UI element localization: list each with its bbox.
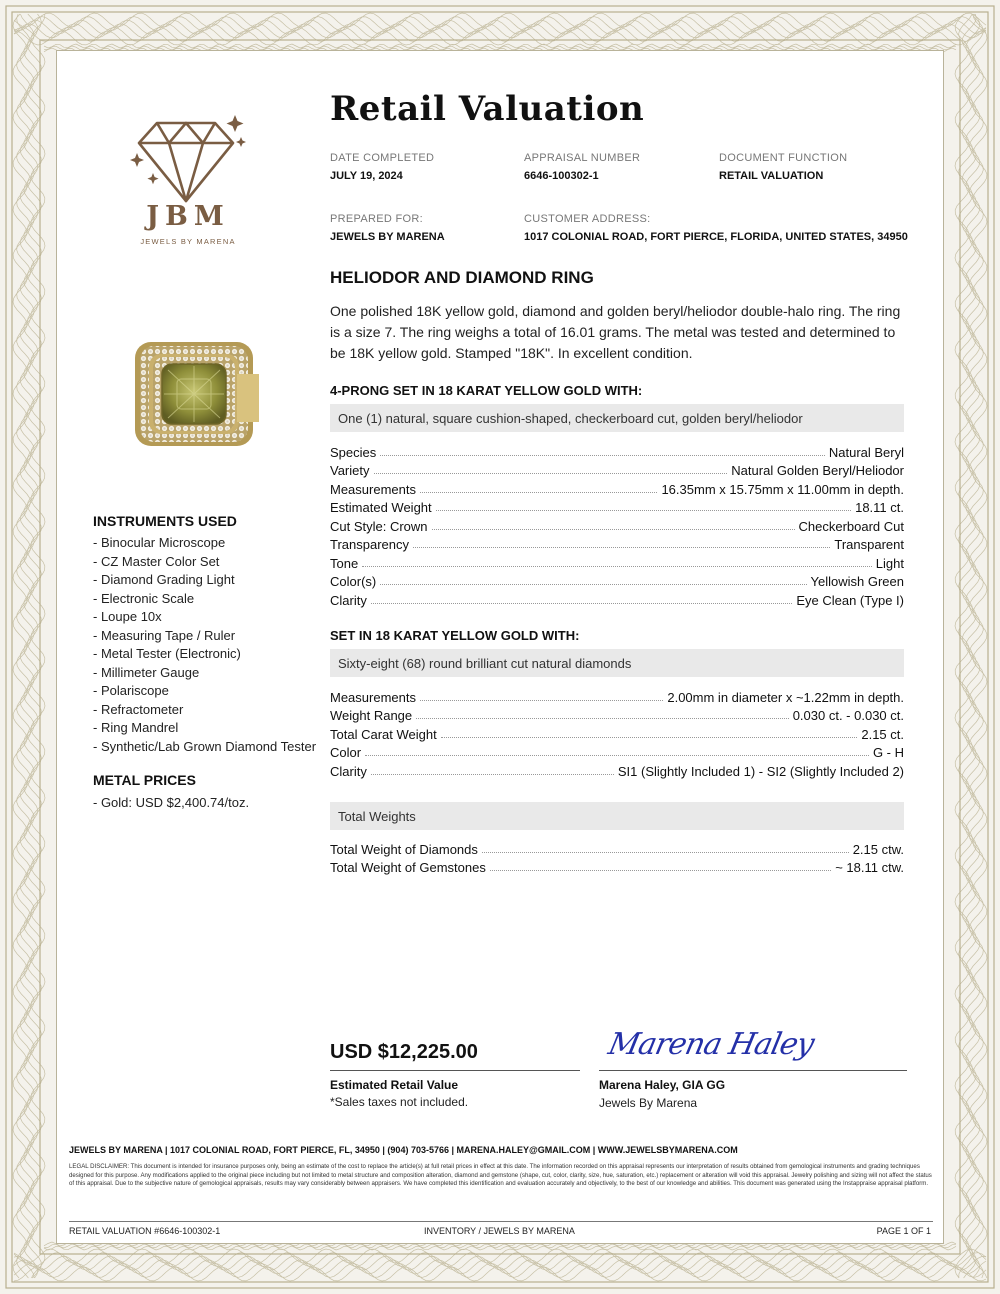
totals-table	[330, 838, 904, 875]
metal-prices-heading: METAL PRICES	[93, 772, 196, 788]
diamonds-table	[330, 686, 904, 779]
date-label: DATE COMPLETED	[330, 152, 435, 164]
list-item: - Electronic Scale	[93, 590, 195, 606]
dot-leader	[380, 584, 806, 585]
row-value: Checkerboard Cut	[798, 518, 904, 534]
logo-tagline: JEWELS BY MARENA	[140, 237, 236, 246]
table-row	[330, 441, 904, 460]
total-weights-heading: Total Weights	[338, 808, 416, 824]
ring-photo	[133, 334, 261, 452]
prepared-for-label: PREPARED FOR:	[330, 213, 423, 225]
dot-leader	[436, 510, 851, 511]
sales-tax-note: *Sales taxes not included.	[330, 1095, 469, 1109]
table-row	[330, 686, 904, 705]
dot-leader	[420, 492, 657, 493]
row-label: Species	[330, 444, 377, 460]
certificate-panel	[56, 50, 944, 1244]
appraisal-number-label: APPRAISAL NUMBER	[524, 152, 641, 164]
row-label: Color(s)	[330, 574, 377, 589]
dot-leader	[441, 737, 858, 738]
center-stone-heading: 4-PRONG SET IN 18 KARAT YELLOW GOLD WITH:	[330, 383, 643, 398]
table-row	[330, 515, 904, 534]
footer-inventory: INVENTORY / JEWELS BY MARENA	[424, 1226, 575, 1236]
row-value: Transparent	[834, 537, 904, 552]
row-label: Measurements	[330, 689, 416, 705]
row-value: SI1 (Slightly Included 1) - SI2 (Slightly Included 2)	[617, 763, 904, 779]
table-row	[330, 460, 904, 479]
dot-leader	[413, 547, 830, 548]
date-value: JULY 19, 2024	[330, 170, 403, 182]
signature-divider	[599, 1070, 907, 1071]
center-stone-table	[330, 441, 904, 608]
table-row	[330, 760, 904, 779]
row-label: Cut Style: Crown	[330, 518, 428, 534]
page-title: Retail Valuation	[330, 89, 645, 129]
row-label: Clarity	[330, 592, 367, 608]
dot-leader	[482, 852, 849, 853]
list-item: - Refractometer	[93, 701, 184, 717]
row-label: Estimated Weight	[330, 500, 432, 515]
prepared-for-value: JEWELS BY MARENA	[330, 231, 445, 243]
table-row	[330, 571, 904, 590]
table-row	[330, 534, 904, 553]
dot-leader	[374, 473, 728, 474]
dot-leader	[420, 700, 663, 701]
row-value: Natural Golden Beryl/Heliodor	[731, 463, 904, 478]
footer-divider	[69, 1221, 933, 1222]
list-item: - Millimeter Gauge	[93, 664, 200, 680]
appraiser-name: Marena Haley, GIA GG	[599, 1078, 726, 1092]
row-value: 2.15 ctw.	[852, 841, 904, 857]
customer-address-label: CUSTOMER ADDRESS:	[524, 213, 651, 225]
row-value: Natural Beryl	[828, 444, 904, 460]
table-row	[330, 552, 904, 571]
retail-price: USD $12,225.00	[330, 1041, 478, 1063]
diamonds-summary	[330, 649, 904, 677]
row-label: Clarity	[330, 763, 367, 779]
document-function-label: DOCUMENT FUNCTION	[719, 152, 848, 164]
item-description: One polished 18K yellow gold, diamond and golden beryl/heliodor double-halo ring. The ring is a size 7. The ring weighs a total of 16.01 grams. The metal was tested and determined to be 18K yellow gold. Stamped "18K". In excellent condition.	[330, 303, 901, 361]
center-stone-summary-text: One (1) natural, square cushion-shaped, checkerboard cut, golden beryl/heliodor	[338, 410, 803, 426]
dot-leader	[371, 603, 793, 604]
list-item: - Measuring Tape / Ruler	[93, 627, 236, 643]
logo-monogram: JBM	[146, 201, 230, 232]
table-row	[330, 838, 904, 857]
list-item: - Gold: USD $2,400.74/toz.	[93, 795, 250, 810]
dot-leader	[365, 755, 869, 756]
total-weights-bar	[330, 802, 904, 830]
row-label: Weight Range	[330, 708, 413, 723]
appraiser-company: Jewels By Marena	[599, 1096, 698, 1110]
row-value: 2.00mm in diameter x ~1.22mm in depth.	[667, 689, 904, 705]
appraisal-number-value: 6646-100302-1	[524, 170, 599, 182]
table-row	[330, 705, 904, 724]
row-label: Total Weight of Gemstones	[330, 860, 486, 875]
table-row	[330, 723, 904, 742]
instruments-heading: INSTRUMENTS USED	[93, 513, 237, 529]
row-value: G - H	[872, 745, 904, 760]
price-divider	[330, 1070, 580, 1071]
legal-disclaimer: LEGAL DISCLAIMER: This document is intended for insurance purposes only, being an estimate of the cost to replace the article(s) at full retail prices in effect at this date. The information recorded on this appraisal represents our interpretation of results obtained from gemological instruments and grading techniques designed for this purpose. Any modifications applied to the original piece including but not limited to metal structure and composition alteration, diamond and gemstone (shape, cut, color, clarity, size, hue, saturation, etc.) replacement or alteration will void this appraisal. Jewelry polishing and sizing will not affect the status of this appraisal. Due to the subjective nature of gemological appraisals, results may vary considerably between appraisers. We have completed this identification and evaluation accurately and objectively, to the best of our knowledge and abilities. This document was generated using the Instappraise appraisal platform.	[69, 1163, 932, 1188]
row-value: 18.11 ct.	[855, 500, 904, 515]
diamonds-summary-text: Sixty-eight (68) round brilliant cut natural diamonds	[338, 655, 632, 671]
list-item: - Polariscope	[93, 683, 169, 698]
row-value: Yellowish Green	[810, 574, 904, 589]
row-label: Transparency	[330, 537, 409, 552]
row-value: Eye Clean (Type I)	[796, 592, 904, 608]
instruments-list	[93, 534, 333, 756]
row-value: 2.15 ct.	[861, 726, 904, 742]
diamond-logo-icon	[123, 109, 253, 209]
row-label: Total Weight of Diamonds	[330, 841, 478, 857]
dot-leader	[380, 455, 825, 456]
item-title: HELIODOR AND DIAMOND RING	[330, 268, 594, 287]
row-value: Light	[875, 555, 904, 571]
row-label: Tone	[330, 555, 359, 571]
dot-leader	[416, 718, 789, 719]
footer-document-id: RETAIL VALUATION #6646-100302-1	[69, 1226, 221, 1236]
dot-leader	[371, 774, 614, 775]
row-value: 0.030 ct. - 0.030 ct.	[792, 708, 904, 723]
row-label: Measurements	[330, 481, 416, 497]
table-row	[330, 497, 904, 516]
dot-leader	[432, 529, 795, 530]
footer-page-number: PAGE 1 OF 1	[876, 1226, 931, 1236]
list-item: - Metal Tester (Electronic)	[93, 646, 241, 661]
row-value: ~ 18.11 ctw.	[835, 860, 904, 875]
row-label: Variety	[330, 463, 370, 478]
dot-leader	[490, 870, 831, 871]
customer-address-value: 1017 COLONIAL ROAD, FORT PIERCE, FLORIDA, UNITED STATES, 34950	[524, 231, 908, 243]
footer-contact: JEWELS BY MARENA | 1017 COLONIAL ROAD, FORT PIERCE, FL, 34950 | (904) 703-5766 | MARENA.HALEY@GMAIL.COM | WWW.JEWELSBYMARENA.COM	[69, 1145, 738, 1155]
appraiser-signature: Marena Haley	[605, 1027, 817, 1062]
document-function-value: RETAIL VALUATION	[719, 170, 824, 182]
row-value: 16.35mm x 15.75mm x 11.00mm in depth.	[661, 481, 904, 497]
list-item: - CZ Master Color Set	[93, 553, 220, 569]
list-item: - Synthetic/Lab Grown Diamond Tester	[93, 738, 317, 754]
table-row	[330, 478, 904, 497]
diamonds-heading: SET IN 18 KARAT YELLOW GOLD WITH:	[330, 628, 580, 643]
row-label: Color	[330, 745, 362, 760]
list-item: - Ring Mandrel	[93, 720, 179, 735]
dot-leader	[362, 566, 872, 567]
row-label: Total Carat Weight	[330, 726, 437, 742]
list-item: - Loupe 10x	[93, 609, 162, 624]
list-item: - Diamond Grading Light	[93, 572, 235, 587]
table-row	[330, 857, 904, 876]
table-row	[330, 589, 904, 608]
list-item: - Binocular Microscope	[93, 535, 226, 550]
estimated-value-label: Estimated Retail Value	[330, 1078, 459, 1092]
table-row	[330, 742, 904, 761]
center-stone-summary	[330, 404, 904, 432]
